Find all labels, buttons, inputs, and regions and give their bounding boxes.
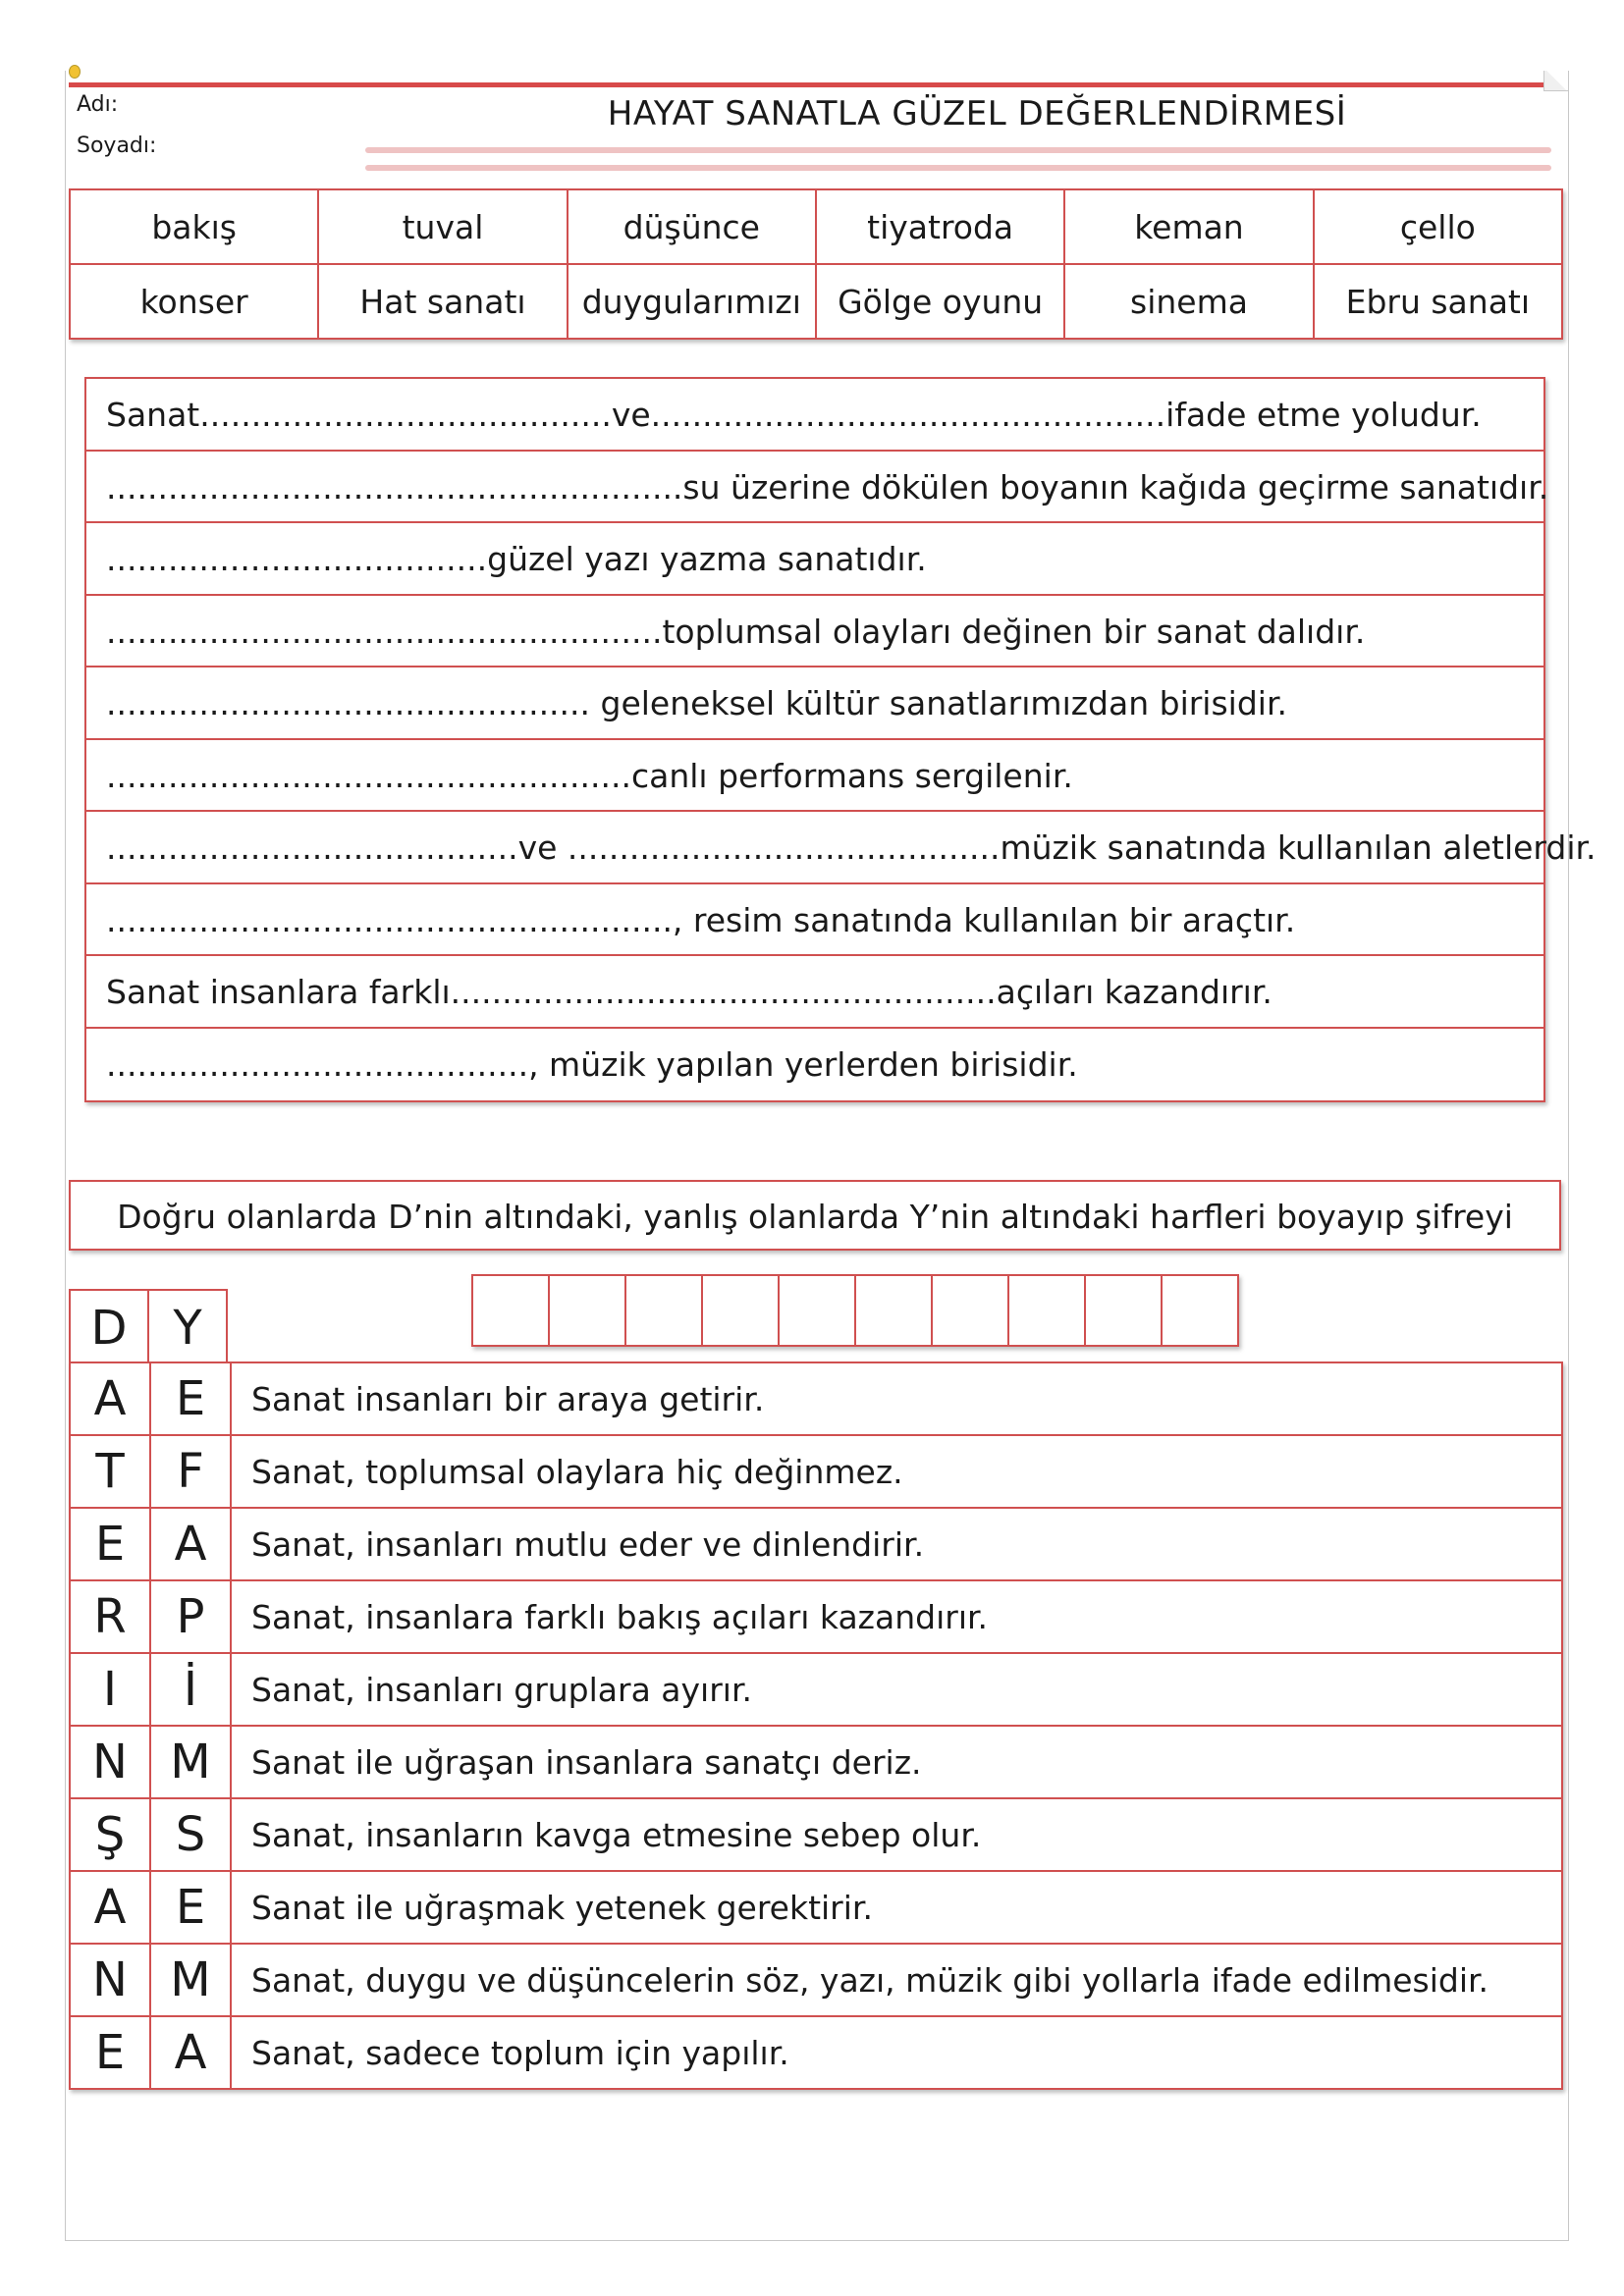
cipher-answer-box[interactable] bbox=[548, 1274, 626, 1347]
cipher-answer-box[interactable] bbox=[1084, 1274, 1163, 1347]
surname-label: Soyadı: bbox=[77, 133, 157, 158]
statement: Sanat, insanlara farklı bakış açıları kazandırır. bbox=[231, 1580, 1562, 1653]
false-letter[interactable]: A bbox=[150, 1508, 231, 1580]
false-letter[interactable]: E bbox=[150, 1871, 231, 1944]
false-letter[interactable]: M bbox=[150, 1726, 231, 1798]
fill-in-sentence[interactable]: Sanat insanlara farklı.....................................................açıları kazandırır. bbox=[86, 956, 1543, 1029]
true-false-row bbox=[70, 1508, 1562, 1580]
word-bank-cell: çello bbox=[1314, 189, 1562, 264]
statement: Sanat, insanları mutlu eder ve dinlendirir. bbox=[231, 1508, 1562, 1580]
top-rule bbox=[69, 82, 1549, 87]
true-false-row bbox=[70, 1653, 1562, 1726]
true-false-row bbox=[70, 1580, 1562, 1653]
instruction-box: Doğru olanlarda D’nin altındaki, yanlış olanlarda Y’nin altındaki harfleri boyayıp şifreyi bbox=[69, 1180, 1561, 1251]
cipher-answer-box[interactable] bbox=[624, 1274, 703, 1347]
cipher-answer-box[interactable] bbox=[778, 1274, 856, 1347]
fill-in-sentence[interactable]: .....................................güzel yazı yazma sanatıdır. bbox=[86, 523, 1543, 596]
true-false-row bbox=[70, 2016, 1562, 2089]
true-false-row bbox=[70, 1944, 1562, 2016]
statement: Sanat, insanların kavga etmesine sebep olur. bbox=[231, 1798, 1562, 1871]
page-fold-corner bbox=[1543, 71, 1568, 91]
cipher-answer-box[interactable] bbox=[701, 1274, 780, 1347]
title-underline bbox=[365, 165, 1551, 171]
fill-in-sentence[interactable]: ......................................................toplumsal olayları değinen bir sanat dalıdır. bbox=[86, 596, 1543, 668]
word-bank-cell: Ebru sanatı bbox=[1314, 264, 1562, 339]
true-false-header bbox=[69, 1289, 230, 1363]
word-bank-cell: tiyatroda bbox=[816, 189, 1064, 264]
fill-in-sentence[interactable]: ............................................... geleneksel kültür sanatlarımızdan birisidir. bbox=[86, 667, 1543, 740]
true-false-row bbox=[70, 1871, 1562, 1944]
statement: Sanat, toplumsal olaylara hiç değinmez. bbox=[231, 1435, 1562, 1508]
false-letter[interactable]: İ bbox=[150, 1653, 231, 1726]
statement: Sanat insanları bir araya getirir. bbox=[231, 1362, 1562, 1435]
word-bank-row bbox=[70, 189, 1562, 264]
pin-icon bbox=[69, 65, 81, 79]
true-letter[interactable]: N bbox=[70, 1726, 150, 1798]
cipher-answer-box[interactable] bbox=[854, 1274, 933, 1347]
page-title: HAYAT SANATLA GÜZEL DEĞERLENDİRMESİ bbox=[607, 94, 1347, 133]
cipher-answer-boxes bbox=[471, 1274, 1239, 1347]
fill-in-sentence[interactable]: ........................................., müzik yapılan yerlerden birisidir. bbox=[106, 1044, 1078, 1084]
word-bank-cell: sinema bbox=[1064, 264, 1313, 339]
true-false-row bbox=[70, 1726, 1562, 1798]
fill-in-sentence[interactable]: ........................................................su üzerine dökülen boyanın kağıda geçirme sanatıdır. bbox=[86, 452, 1543, 524]
cipher-answer-box[interactable] bbox=[931, 1274, 1009, 1347]
true-letter[interactable]: I bbox=[70, 1653, 150, 1726]
false-letter[interactable]: F bbox=[150, 1435, 231, 1508]
false-letter[interactable]: P bbox=[150, 1580, 231, 1653]
false-column-header: Y bbox=[147, 1289, 228, 1363]
fill-in-sentence[interactable]: ...................................................canlı performans sergilenir. bbox=[86, 740, 1543, 813]
name-label: Adı: bbox=[77, 92, 119, 117]
cipher-answer-box[interactable] bbox=[1007, 1274, 1086, 1347]
true-letter[interactable]: A bbox=[70, 1871, 150, 1944]
word-bank-row bbox=[70, 264, 1562, 339]
true-letter[interactable]: R bbox=[70, 1580, 150, 1653]
word-bank-cell: konser bbox=[70, 264, 318, 339]
word-bank-cell: keman bbox=[1064, 189, 1313, 264]
true-column-header: D bbox=[69, 1289, 149, 1363]
fill-in-sentence[interactable]: ........................................ve ..........................................müzik sanatında kullanılan aletlerdir. bbox=[86, 812, 1543, 884]
word-bank bbox=[69, 188, 1563, 340]
statement: Sanat ile uğraşmak yetenek gerektirir. bbox=[231, 1871, 1562, 1944]
fill-in-sentence[interactable]: ......................................................., resim sanatında kullanılan bir araçtır. bbox=[86, 884, 1543, 957]
word-bank-cell: düşünce bbox=[568, 189, 816, 264]
true-letter[interactable]: Ş bbox=[70, 1798, 150, 1871]
fill-in-list bbox=[84, 377, 1597, 1102]
statement: Sanat, sadece toplum için yapılır. bbox=[231, 2016, 1562, 2089]
word-bank-cell: Hat sanatı bbox=[318, 264, 567, 339]
false-letter[interactable]: S bbox=[150, 1798, 231, 1871]
true-letter[interactable]: A bbox=[70, 1362, 150, 1435]
true-false-row bbox=[70, 1435, 1562, 1508]
true-letter[interactable]: E bbox=[70, 1508, 150, 1580]
true-letter[interactable]: T bbox=[70, 1435, 150, 1508]
true-false-row bbox=[70, 1362, 1562, 1435]
statement: Sanat, duygu ve düşüncelerin söz, yazı, müzik gibi yollarla ifade edilmesidir. bbox=[231, 1944, 1562, 2016]
true-false-row bbox=[70, 1798, 1562, 1871]
false-letter[interactable]: M bbox=[150, 1944, 231, 2016]
false-letter[interactable]: E bbox=[150, 1362, 231, 1435]
statement: Sanat, insanları gruplara ayırır. bbox=[231, 1653, 1562, 1726]
word-bank-cell: duygularımızı bbox=[568, 264, 816, 339]
true-false-table bbox=[69, 1362, 1563, 2090]
word-bank-cell: bakış bbox=[70, 189, 318, 264]
false-letter[interactable]: A bbox=[150, 2016, 231, 2089]
word-bank-cell: tuval bbox=[318, 189, 567, 264]
statement: Sanat ile uğraşan insanlara sanatçı deriz. bbox=[231, 1726, 1562, 1798]
title-underline bbox=[365, 147, 1551, 153]
true-letter[interactable]: N bbox=[70, 1944, 150, 2016]
true-letter[interactable]: E bbox=[70, 2016, 150, 2089]
word-bank-cell: Gölge oyunu bbox=[816, 264, 1064, 339]
cipher-answer-box[interactable] bbox=[471, 1274, 550, 1347]
cipher-answer-box[interactable] bbox=[1161, 1274, 1239, 1347]
fill-in-sentence[interactable]: Sanat........................................ve..................................................ifade etme yoludur. bbox=[86, 379, 1543, 452]
